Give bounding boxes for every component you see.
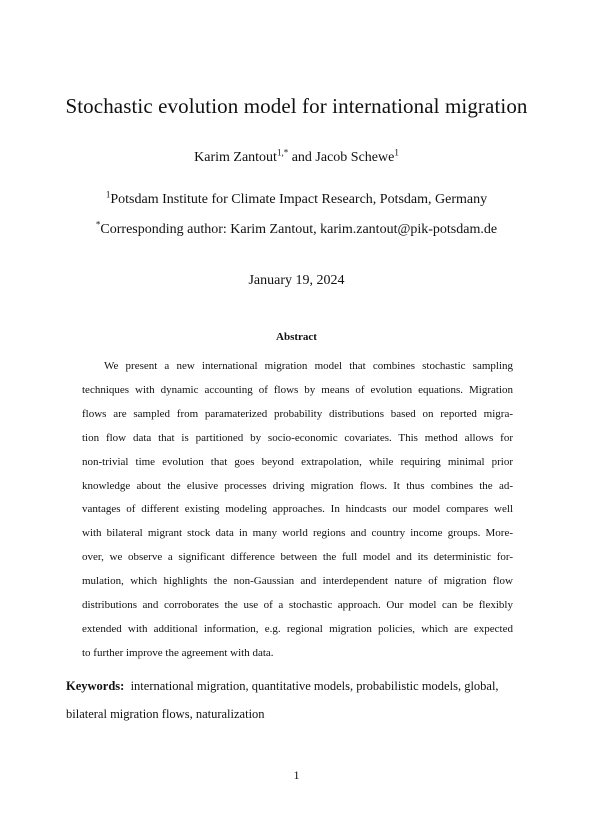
paper-title: Stochastic evolution model for international migration — [65, 94, 528, 118]
corresponding-mark: * — [95, 219, 101, 230]
abstract-line: tion flow data that is partitioned by socio-economic covariates. This method allows for — [82, 431, 513, 444]
abstract-line: with bilateral migrant stock data in many world regions and country income groups. More- — [82, 527, 513, 540]
abstract-line: We present a new international migration model that combines stochastic sampling — [104, 360, 513, 372]
author-affiliation-mark: 1 — [394, 147, 399, 158]
abstract-line: extended with additional information, e.g. regional migration policies, which are expected — [82, 622, 513, 635]
affiliation-mark: 1 — [105, 189, 111, 200]
abstract-line: vantages of different existing modeling approaches. In hindcasts our model compares well — [82, 503, 513, 516]
author-line — [0, 147, 593, 166]
abstract-line: non-trivial time evolution that goes beyond extrapolation, while requiring minimal prior — [82, 455, 513, 468]
keywords-text: international migration, quantitative models, probabilistic models, global, — [130, 679, 499, 693]
keywords-line — [66, 672, 526, 700]
abstract-line: mulation, which highlights the non-Gaussian and interdependent nature of migration flow — [82, 575, 513, 588]
affiliation — [0, 189, 593, 208]
abstract-line: techniques with dynamic accounting of flows by means of evolution equations. Migration — [82, 383, 513, 396]
author-name: Jacob Schewe — [315, 150, 395, 165]
abstract-line: distributions and corroborates the use of a stochastic approach. Our model can be flexibly — [82, 599, 513, 612]
abstract-line: knowledge about the elusive processes driving migration flows. It thus combines the ad- — [82, 479, 513, 492]
corresponding-author — [0, 219, 593, 238]
page-number: 1 — [293, 768, 300, 782]
author-affiliation-mark: 1,* — [276, 147, 289, 158]
paper-date: January 19, 2024 — [248, 273, 345, 288]
affiliation-text: Potsdam Institute for Climate Impact Research, Potsdam, Germany — [110, 192, 488, 207]
abstract-line: over, we observe a significant difference between the full model and its deterministic for- — [82, 551, 513, 564]
abstract-heading: Abstract — [276, 331, 317, 343]
author-joiner: and — [288, 150, 316, 165]
abstract-body — [82, 355, 513, 666]
author-name: Karim Zantout — [194, 150, 277, 165]
keywords — [66, 672, 526, 728]
corresponding-text: Corresponding author: Karim Zantout, karim.zantout@pik-potsdam.de — [100, 222, 498, 237]
abstract-line: to further improve the agreement with data. — [82, 646, 274, 659]
keywords-line: bilateral migration flows, naturalization — [66, 707, 265, 721]
abstract-line: flows are sampled from paramaterized probability distributions based on reported migra- — [82, 407, 513, 420]
keywords-label: Keywords: — [66, 679, 125, 693]
